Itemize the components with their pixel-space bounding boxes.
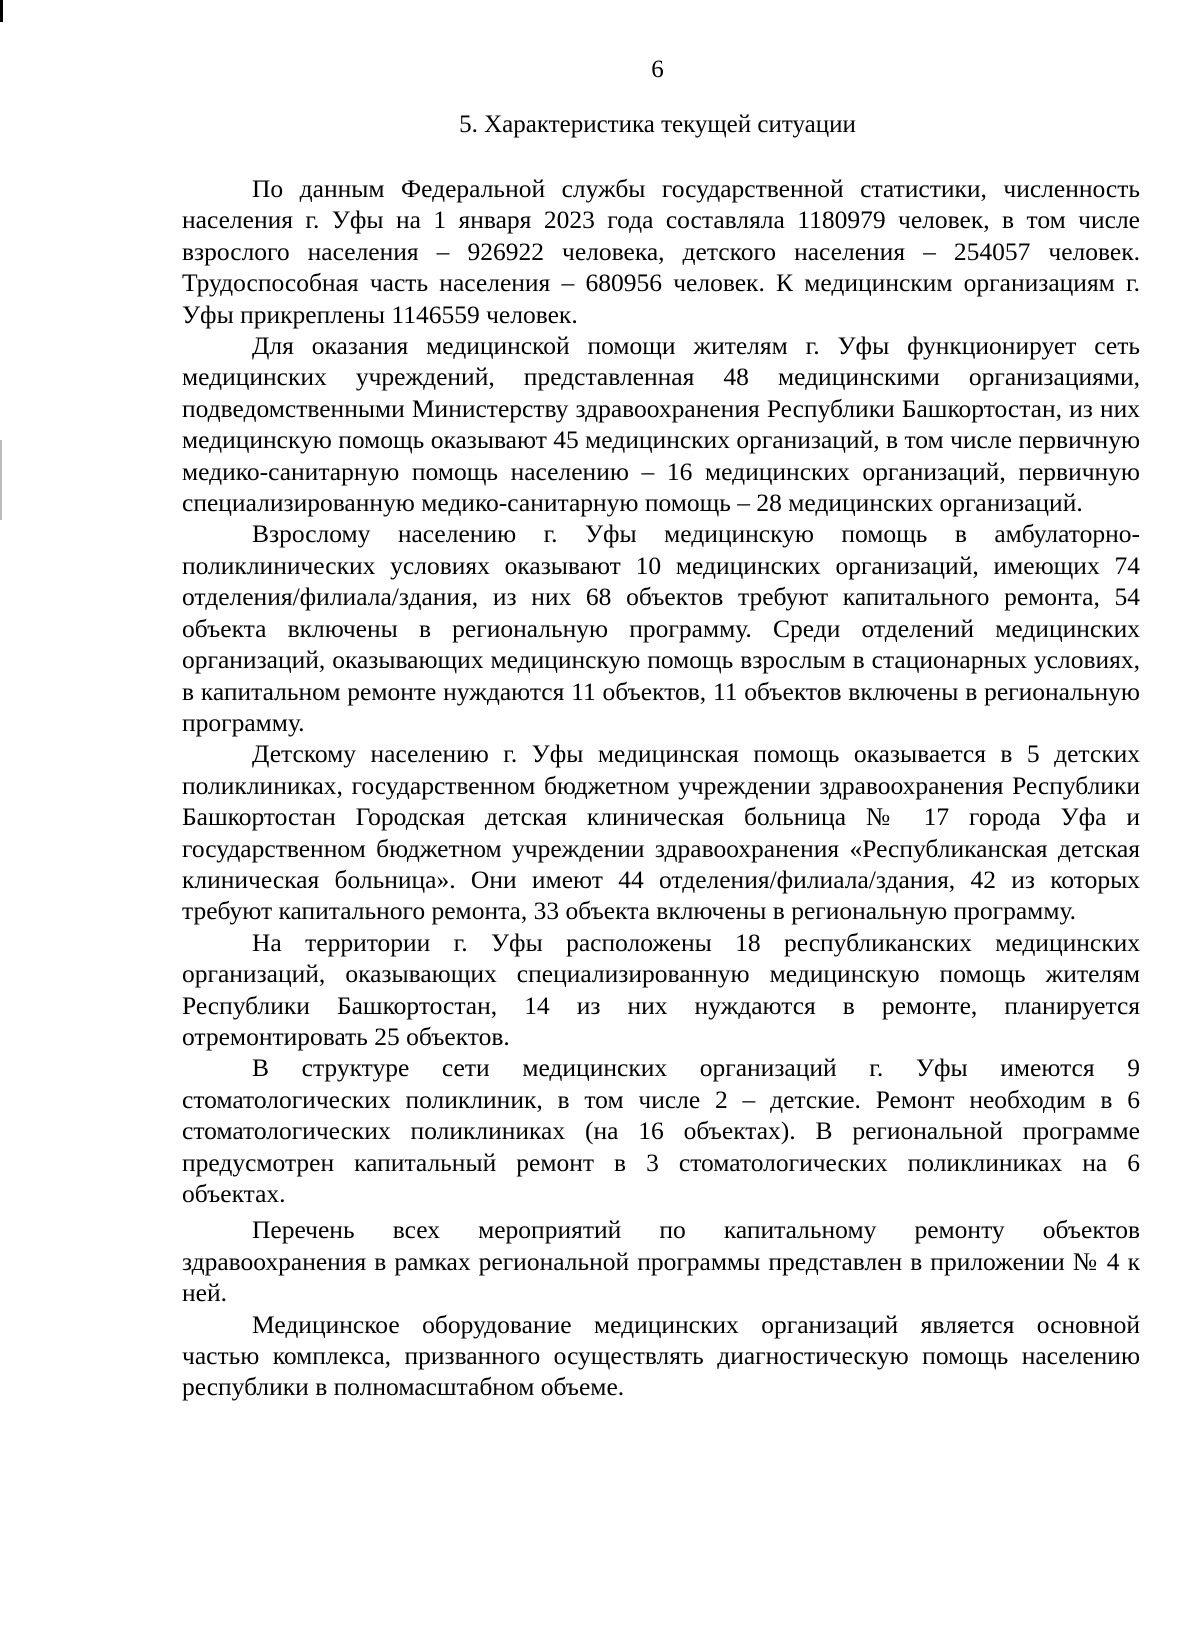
paragraph-dental-clinics: В структуре сети медицинских организаций г. Уфы имеются 9 стоматологических поликлиник, в том числе 2 – детские. Ремонт необходим в 6 стоматологических поликлиниках (на 16 объектах). В региональной программе предусмотрен капитальный ремонт в 3 стоматологических поликлиниках на 6 объектах.	[182, 1053, 1140, 1208]
scan-edge-mark	[0, 0, 3, 22]
document-body	[182, 173, 1140, 1403]
scan-edge-mark	[0, 440, 2, 520]
section-title: 5. Характеристика текущей ситуации	[459, 111, 856, 138]
paragraph-medical-network: Для оказания медицинской помощи жителям г. Уфы функционирует сеть медицинских учреждений, представленная 48 медицинскими организациями, подведомственными Министерству здравоохранения Республики Башкортостан, из них медицинскую помощь оказывают 45 медицинских организаций, в том числе первичную медико-санитарную помощь населению – 16 медицинских организаций, первичную специализированную медико-санитарную помощь – 28 медицинских организаций.	[182, 331, 1140, 518]
paragraph-population: По данным Федеральной службы государственной статистики, численность населения г. Уфы на 1 января 2023 года составляла 1180979 человек, в том числе взрослого населения – 926922 человека, детского населения – 254057 человек. Трудоспособная часть населения – 680956 человек. К медицинским организациям г. Уфы прикреплены 1146559 человек.	[182, 174, 1140, 329]
page-number: 6	[651, 56, 664, 83]
paragraph-child-care: Детскому населению г. Уфы медицинская помощь оказывается в 5 детских поликлиниках, государственном бюджетном учреждении здравоохранения Республики Башкортостан Городская детская клиническая больница № 17 города Уфа и государственном бюджетном учреждении здравоохранения «Республиканская детская клиническая больница». Они имеют 44 отделения/филиала/здания, 42 из которых требуют капитального ремонта, 33 объекта включены в региональную программу.	[182, 739, 1140, 926]
paragraph-medical-equipment: Медицинское оборудование медицинских организаций является основной частью комплекса, призванного осуществлять диагностическую помощь населению республики в полномасштабном объеме.	[182, 1309, 1140, 1402]
paragraph-adult-care: Взрослому населению г. Уфы медицинскую помощь в амбулаторно-поликлинических условиях оказывают 10 медицинских организаций, имеющих 74 отделения/филиала/здания, из них 68 объектов требуют капитального ремонта, 54 объекта включены в региональную программу. Среди отделений медицинских организаций, оказывающих медицинскую помощь взрослым в стационарных условиях, в капитальном ремонте нуждаются 11 объектов, 11 объектов включены в региональную программу.	[182, 519, 1140, 737]
paragraph-republican-organizations: На территории г. Уфы расположены 18 республиканских медицинских организаций, оказывающих специализированную медицинскую помощь жителям Республики Башкортостан, 14 из них нуждаются в ремонте, планируется отремонтировать 25 объектов.	[182, 927, 1140, 1051]
paragraph-repair-list: Перечень всех мероприятий по капитальному ремонту объектов здравоохранения в рамках региональной программы представлен в приложении № 4 к ней.	[182, 1215, 1140, 1308]
